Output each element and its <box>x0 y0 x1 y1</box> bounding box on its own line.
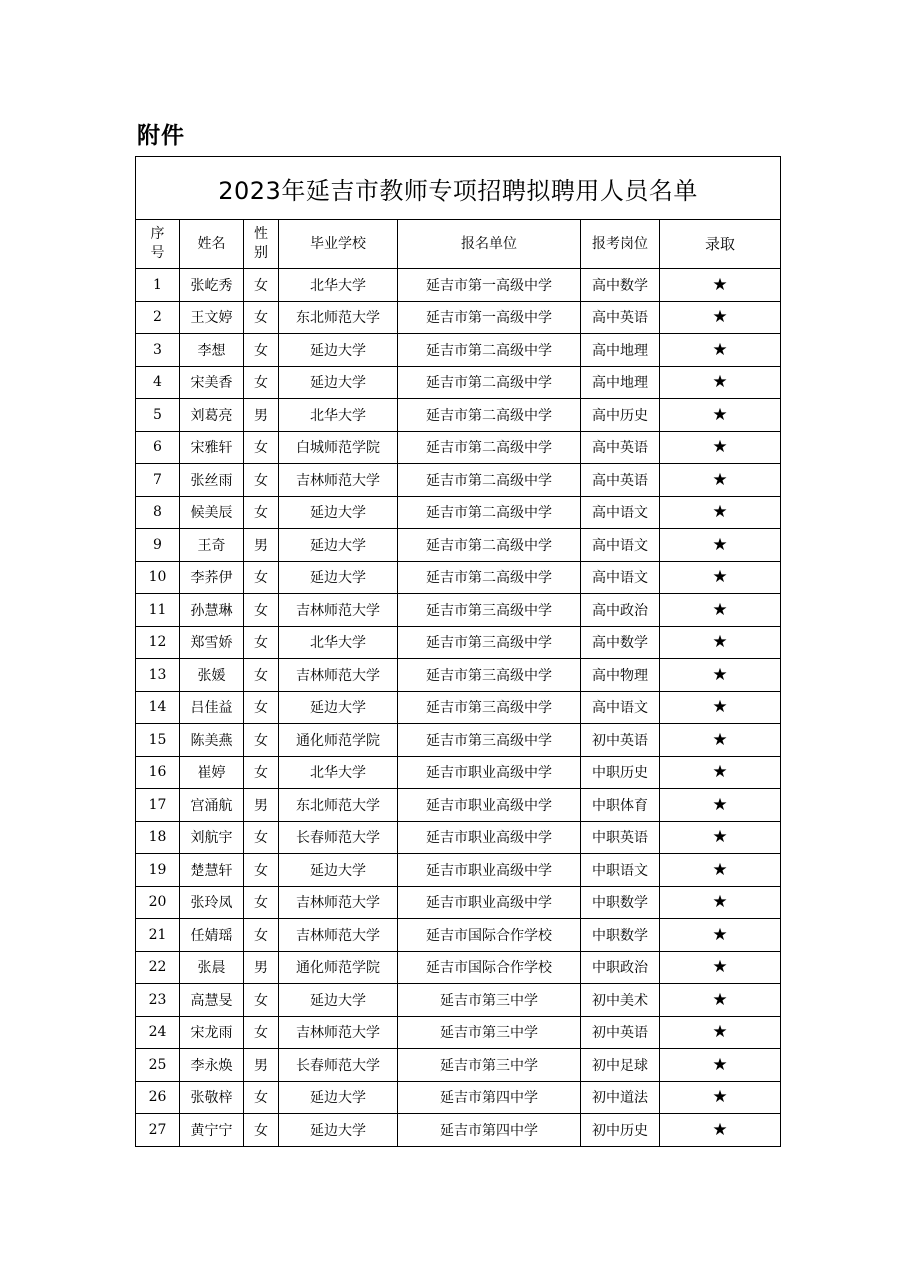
cell-school: 吉林师范大学 <box>279 659 398 692</box>
cell-gender: 女 <box>244 886 279 919</box>
cell-no: 13 <box>136 659 180 692</box>
header-position: 报考岗位 <box>581 220 660 269</box>
table-body <box>136 269 781 1147</box>
table-row <box>136 561 781 594</box>
cell-gender: 男 <box>244 951 279 984</box>
cell-no: 26 <box>136 1081 180 1114</box>
table-row <box>136 626 781 659</box>
cell-gender: 女 <box>244 756 279 789</box>
cell-position: 高中语文 <box>581 691 660 724</box>
cell-unit: 延吉市第一高级中学 <box>398 269 581 302</box>
star-icon: ★ <box>660 529 781 562</box>
star-icon: ★ <box>660 789 781 822</box>
cell-school: 东北师范大学 <box>279 789 398 822</box>
cell-no: 10 <box>136 561 180 594</box>
cell-unit: 延吉市第三高级中学 <box>398 594 581 627</box>
cell-unit: 延吉市第二高级中学 <box>398 464 581 497</box>
cell-gender: 女 <box>244 366 279 399</box>
cell-no: 8 <box>136 496 180 529</box>
star-icon: ★ <box>660 1081 781 1114</box>
cell-no: 25 <box>136 1049 180 1082</box>
cell-unit: 延吉市第四中学 <box>398 1081 581 1114</box>
cell-no: 21 <box>136 919 180 952</box>
cell-unit: 延吉市职业高级中学 <box>398 886 581 919</box>
cell-position: 高中地理 <box>581 334 660 367</box>
cell-position: 高中政治 <box>581 594 660 627</box>
cell-gender: 女 <box>244 821 279 854</box>
table-row <box>136 984 781 1017</box>
cell-gender: 女 <box>244 691 279 724</box>
cell-unit: 延吉市第三中学 <box>398 1049 581 1082</box>
header-school: 毕业学校 <box>279 220 398 269</box>
cell-school: 北华大学 <box>279 756 398 789</box>
cell-position: 初中道法 <box>581 1081 660 1114</box>
star-icon: ★ <box>660 756 781 789</box>
cell-unit: 延吉市第一高级中学 <box>398 301 581 334</box>
table-row <box>136 691 781 724</box>
cell-position: 初中足球 <box>581 1049 660 1082</box>
cell-unit: 延吉市第三高级中学 <box>398 626 581 659</box>
cell-no: 2 <box>136 301 180 334</box>
star-icon: ★ <box>660 269 781 302</box>
table-row <box>136 464 781 497</box>
cell-unit: 延吉市职业高级中学 <box>398 789 581 822</box>
cell-no: 16 <box>136 756 180 789</box>
cell-position: 高中英语 <box>581 431 660 464</box>
cell-name: 刘葛亮 <box>180 399 244 432</box>
cell-gender: 女 <box>244 724 279 757</box>
table-row <box>136 1081 781 1114</box>
cell-school: 吉林师范大学 <box>279 886 398 919</box>
cell-gender: 女 <box>244 1114 279 1147</box>
star-icon: ★ <box>660 334 781 367</box>
cell-name: 吕佳益 <box>180 691 244 724</box>
cell-unit: 延吉市第三高级中学 <box>398 724 581 757</box>
table-title: 2023年延吉市教师专项招聘拟聘用人员名单 <box>136 157 781 220</box>
table-row <box>136 301 781 334</box>
cell-position: 高中数学 <box>581 626 660 659</box>
cell-no: 11 <box>136 594 180 627</box>
cell-name: 李永焕 <box>180 1049 244 1082</box>
cell-name: 宫涌航 <box>180 789 244 822</box>
cell-unit: 延吉市第三高级中学 <box>398 659 581 692</box>
cell-no: 18 <box>136 821 180 854</box>
header-row <box>136 220 781 269</box>
cell-school: 延边大学 <box>279 496 398 529</box>
cell-position: 初中美术 <box>581 984 660 1017</box>
cell-gender: 女 <box>244 984 279 1017</box>
cell-school: 北华大学 <box>279 626 398 659</box>
cell-unit: 延吉市第二高级中学 <box>398 496 581 529</box>
cell-no: 20 <box>136 886 180 919</box>
table-row <box>136 431 781 464</box>
cell-unit: 延吉市第二高级中学 <box>398 561 581 594</box>
cell-name: 张晨 <box>180 951 244 984</box>
cell-school: 东北师范大学 <box>279 301 398 334</box>
cell-no: 12 <box>136 626 180 659</box>
header-gender: 性别 <box>244 220 279 269</box>
cell-school: 延边大学 <box>279 691 398 724</box>
cell-no: 5 <box>136 399 180 432</box>
cell-unit: 延吉市第二高级中学 <box>398 334 581 367</box>
cell-name: 孙慧琳 <box>180 594 244 627</box>
cell-school: 延边大学 <box>279 854 398 887</box>
cell-gender: 女 <box>244 1081 279 1114</box>
table-row <box>136 334 781 367</box>
table-row <box>136 496 781 529</box>
cell-gender: 男 <box>244 529 279 562</box>
cell-unit: 延吉市职业高级中学 <box>398 821 581 854</box>
cell-no: 4 <box>136 366 180 399</box>
cell-school: 延边大学 <box>279 366 398 399</box>
cell-gender: 女 <box>244 561 279 594</box>
cell-gender: 女 <box>244 431 279 464</box>
cell-position: 中职数学 <box>581 919 660 952</box>
header-hired: 录取 <box>660 220 781 269</box>
table-row <box>136 269 781 302</box>
cell-gender: 男 <box>244 789 279 822</box>
header-no: 序号 <box>136 220 180 269</box>
cell-name: 陈美燕 <box>180 724 244 757</box>
cell-no: 3 <box>136 334 180 367</box>
cell-position: 初中历史 <box>581 1114 660 1147</box>
cell-gender: 女 <box>244 594 279 627</box>
table-row <box>136 919 781 952</box>
table-row <box>136 366 781 399</box>
table-row <box>136 1016 781 1049</box>
cell-position: 高中语文 <box>581 561 660 594</box>
cell-unit: 延吉市第三高级中学 <box>398 691 581 724</box>
cell-name: 张玲凤 <box>180 886 244 919</box>
cell-no: 15 <box>136 724 180 757</box>
cell-position: 高中英语 <box>581 464 660 497</box>
cell-unit: 延吉市国际合作学校 <box>398 919 581 952</box>
cell-school: 通化师范学院 <box>279 724 398 757</box>
table-row <box>136 854 781 887</box>
cell-school: 通化师范学院 <box>279 951 398 984</box>
table-row <box>136 821 781 854</box>
cell-gender: 男 <box>244 399 279 432</box>
cell-gender: 女 <box>244 301 279 334</box>
cell-name: 宋龙雨 <box>180 1016 244 1049</box>
cell-unit: 延吉市第三中学 <box>398 1016 581 1049</box>
cell-name: 李想 <box>180 334 244 367</box>
cell-name: 宋雅轩 <box>180 431 244 464</box>
cell-no: 19 <box>136 854 180 887</box>
star-icon: ★ <box>660 431 781 464</box>
cell-name: 王奇 <box>180 529 244 562</box>
cell-gender: 女 <box>244 269 279 302</box>
cell-position: 高中历史 <box>581 399 660 432</box>
cell-unit: 延吉市第二高级中学 <box>398 399 581 432</box>
star-icon: ★ <box>660 951 781 984</box>
cell-name: 张丝雨 <box>180 464 244 497</box>
cell-no: 24 <box>136 1016 180 1049</box>
cell-position: 中职英语 <box>581 821 660 854</box>
table-row <box>136 659 781 692</box>
cell-name: 张敬梓 <box>180 1081 244 1114</box>
cell-no: 27 <box>136 1114 180 1147</box>
cell-gender: 女 <box>244 659 279 692</box>
cell-unit: 延吉市职业高级中学 <box>398 854 581 887</box>
cell-position: 高中语文 <box>581 496 660 529</box>
cell-position: 中职政治 <box>581 951 660 984</box>
cell-position: 高中语文 <box>581 529 660 562</box>
cell-name: 李荞伊 <box>180 561 244 594</box>
table-row <box>136 399 781 432</box>
cell-unit: 延吉市第二高级中学 <box>398 431 581 464</box>
cell-school: 白城师范学院 <box>279 431 398 464</box>
table-row <box>136 951 781 984</box>
cell-school: 延边大学 <box>279 529 398 562</box>
cell-gender: 女 <box>244 464 279 497</box>
star-icon: ★ <box>660 399 781 432</box>
cell-position: 初中英语 <box>581 724 660 757</box>
attachment-label: 附件 <box>137 123 185 149</box>
cell-school: 北华大学 <box>279 269 398 302</box>
cell-unit: 延吉市第二高级中学 <box>398 529 581 562</box>
table-row <box>136 724 781 757</box>
cell-name: 张屹秀 <box>180 269 244 302</box>
cell-school: 延边大学 <box>279 1114 398 1147</box>
table-row <box>136 1049 781 1082</box>
table-row <box>136 756 781 789</box>
cell-no: 23 <box>136 984 180 1017</box>
star-icon: ★ <box>660 919 781 952</box>
cell-position: 初中英语 <box>581 1016 660 1049</box>
cell-position: 高中地理 <box>581 366 660 399</box>
cell-unit: 延吉市第二高级中学 <box>398 366 581 399</box>
star-icon: ★ <box>660 366 781 399</box>
cell-no: 7 <box>136 464 180 497</box>
star-icon: ★ <box>660 464 781 497</box>
table-row <box>136 789 781 822</box>
star-icon: ★ <box>660 1114 781 1147</box>
cell-school: 吉林师范大学 <box>279 464 398 497</box>
cell-school: 延边大学 <box>279 334 398 367</box>
star-icon: ★ <box>660 691 781 724</box>
cell-no: 14 <box>136 691 180 724</box>
cell-name: 崔婷 <box>180 756 244 789</box>
cell-position: 高中数学 <box>581 269 660 302</box>
cell-school: 吉林师范大学 <box>279 919 398 952</box>
star-icon: ★ <box>660 301 781 334</box>
star-icon: ★ <box>660 659 781 692</box>
table-row <box>136 886 781 919</box>
cell-name: 黄宁宁 <box>180 1114 244 1147</box>
cell-school: 北华大学 <box>279 399 398 432</box>
header-name: 姓名 <box>180 220 244 269</box>
cell-no: 6 <box>136 431 180 464</box>
star-icon: ★ <box>660 724 781 757</box>
cell-gender: 女 <box>244 496 279 529</box>
cell-name: 楚慧轩 <box>180 854 244 887</box>
table-row <box>136 594 781 627</box>
star-icon: ★ <box>660 854 781 887</box>
star-icon: ★ <box>660 886 781 919</box>
star-icon: ★ <box>660 1049 781 1082</box>
cell-unit: 延吉市第四中学 <box>398 1114 581 1147</box>
cell-name: 刘航宇 <box>180 821 244 854</box>
star-icon: ★ <box>660 594 781 627</box>
star-icon: ★ <box>660 1016 781 1049</box>
cell-gender: 女 <box>244 334 279 367</box>
header-unit: 报名单位 <box>398 220 581 269</box>
cell-position: 中职体育 <box>581 789 660 822</box>
cell-school: 长春师范大学 <box>279 821 398 854</box>
cell-school: 延边大学 <box>279 984 398 1017</box>
cell-gender: 女 <box>244 919 279 952</box>
cell-gender: 女 <box>244 1016 279 1049</box>
cell-name: 候美辰 <box>180 496 244 529</box>
cell-no: 17 <box>136 789 180 822</box>
table-row <box>136 529 781 562</box>
cell-school: 延边大学 <box>279 561 398 594</box>
cell-name: 高慧旻 <box>180 984 244 1017</box>
cell-name: 王文婷 <box>180 301 244 334</box>
cell-school: 吉林师范大学 <box>279 1016 398 1049</box>
cell-school: 长春师范大学 <box>279 1049 398 1082</box>
star-icon: ★ <box>660 626 781 659</box>
star-icon: ★ <box>660 561 781 594</box>
cell-gender: 男 <box>244 1049 279 1082</box>
hiring-roster-table <box>135 156 781 1147</box>
cell-position: 高中英语 <box>581 301 660 334</box>
cell-name: 宋美香 <box>180 366 244 399</box>
cell-position: 中职语文 <box>581 854 660 887</box>
star-icon: ★ <box>660 821 781 854</box>
cell-gender: 女 <box>244 626 279 659</box>
cell-position: 中职数学 <box>581 886 660 919</box>
star-icon: ★ <box>660 496 781 529</box>
cell-position: 中职历史 <box>581 756 660 789</box>
cell-unit: 延吉市国际合作学校 <box>398 951 581 984</box>
cell-unit: 延吉市第三中学 <box>398 984 581 1017</box>
star-icon: ★ <box>660 984 781 1017</box>
cell-unit: 延吉市职业高级中学 <box>398 756 581 789</box>
cell-name: 任婧瑶 <box>180 919 244 952</box>
cell-name: 张媛 <box>180 659 244 692</box>
cell-no: 22 <box>136 951 180 984</box>
table-row <box>136 1114 781 1147</box>
cell-gender: 女 <box>244 854 279 887</box>
cell-school: 吉林师范大学 <box>279 594 398 627</box>
cell-name: 郑雪娇 <box>180 626 244 659</box>
cell-no: 1 <box>136 269 180 302</box>
cell-no: 9 <box>136 529 180 562</box>
cell-position: 高中物理 <box>581 659 660 692</box>
cell-school: 延边大学 <box>279 1081 398 1114</box>
